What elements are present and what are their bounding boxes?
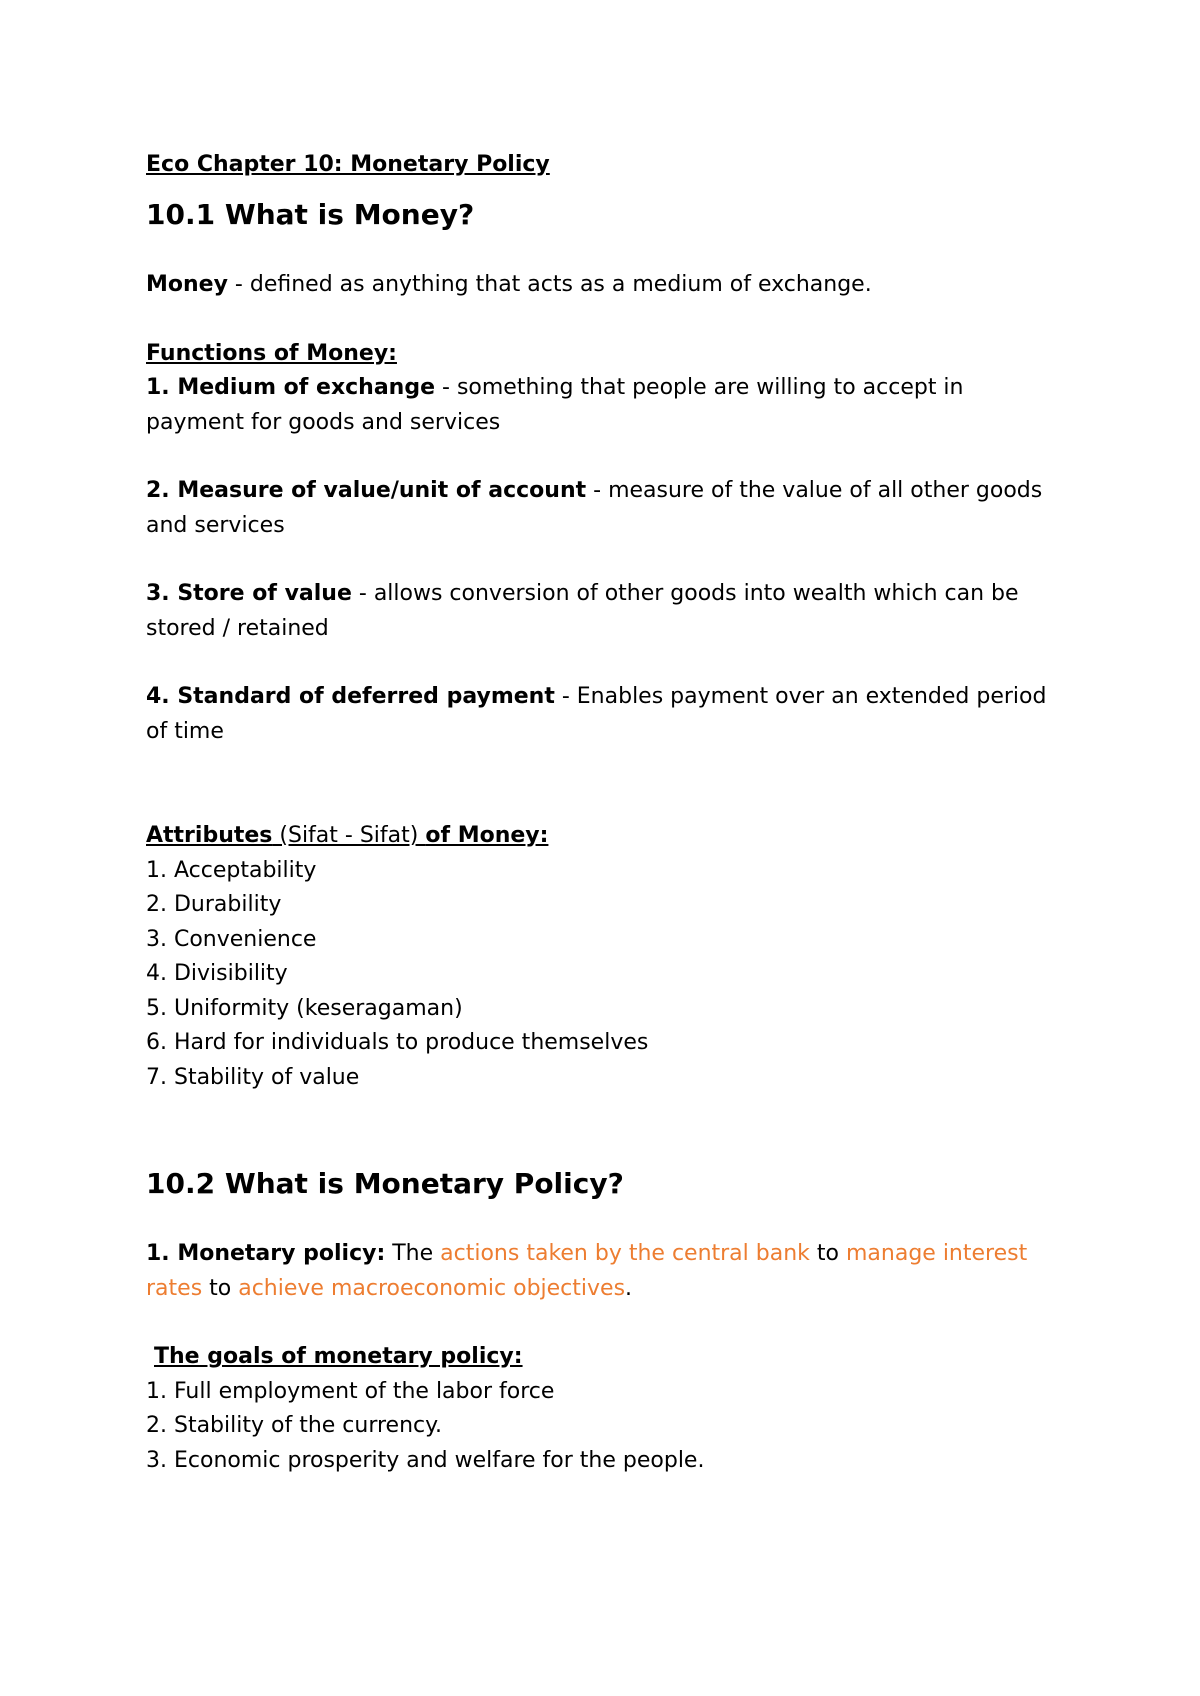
attribute-item: 6. Hard for individuals to produce themselves	[146, 1030, 649, 1055]
attribute-item: 1. Acceptability	[146, 857, 317, 883]
definition-text: to	[202, 1275, 239, 1301]
goal-item: 3. Economic prosperity and welfare for the people.	[146, 1447, 705, 1473]
goal-item: 2. Stability of the currency.	[146, 1413, 443, 1438]
highlight-text: actions taken by the central bank	[440, 1241, 810, 1266]
attribute-item: 3. Convenience	[146, 926, 317, 952]
money-term: Money	[146, 272, 228, 297]
attributes-heading	[146, 819, 1066, 854]
money-definition	[146, 268, 1066, 303]
highlight-text: achieve macroeconomic objectives	[238, 1275, 626, 1301]
function-text: - measure of the value of all other goods and services	[146, 478, 1043, 538]
document-content	[146, 148, 1066, 1478]
attributes-heading-part1: Attributes	[146, 823, 273, 848]
function-item	[146, 577, 1066, 646]
attribute-item: 2. Durability	[146, 892, 282, 917]
spacer	[146, 234, 1066, 268]
spacer	[146, 440, 1066, 474]
function-item	[146, 474, 1066, 543]
spacer	[146, 303, 1066, 337]
function-term: 4. Standard of deferred payment	[146, 684, 555, 709]
goal-item: 1. Full employment of the labor force	[146, 1378, 555, 1404]
attribute-item: 5. Uniformity (keseragaman)	[146, 995, 463, 1021]
attributes-heading-part3: of Money:	[425, 823, 549, 848]
definition-text: The	[385, 1241, 441, 1266]
spacer	[146, 1203, 1066, 1237]
spacer	[146, 749, 1066, 819]
spacer	[146, 1306, 1066, 1340]
function-term: 1. Medium of exchange	[146, 375, 436, 400]
functions-heading: Functions of Money:	[146, 340, 397, 366]
function-term: 2. Measure of value/unit of account	[146, 478, 587, 503]
attribute-item: 7. Stability of value	[146, 1064, 360, 1090]
monetary-policy-definition	[146, 1237, 1066, 1306]
spacer	[146, 646, 1066, 680]
attribute-item: 4. Divisibility	[146, 961, 288, 986]
monetary-policy-term: 1. Monetary policy:	[146, 1241, 386, 1266]
goals-heading: The goals of monetary policy:	[154, 1344, 523, 1369]
money-definition-text: - defined as anything that acts as a medium of exchange.	[227, 272, 872, 297]
section-heading-what-is-money: 10.1 What is Money?	[146, 198, 475, 231]
function-item	[146, 371, 1066, 440]
function-text: - Enables payment over an extended period of time	[146, 684, 1047, 744]
function-text: - allows conversion of other goods into wealth which can be stored / retained	[146, 581, 1019, 641]
highlight-text: manage interest rates	[146, 1241, 1028, 1301]
document-title: Eco Chapter 10: Monetary Policy	[146, 152, 550, 177]
spacer	[146, 543, 1066, 577]
attributes-heading-part2: (Sifat - Sifat)	[272, 823, 426, 848]
definition-text: to	[809, 1241, 846, 1266]
function-term: 3. Store of value	[146, 581, 352, 606]
definition-text: .	[625, 1275, 633, 1301]
function-item	[146, 680, 1066, 749]
spacer	[146, 1095, 1066, 1165]
section-heading-monetary-policy: 10.2 What is Monetary Policy?	[146, 1167, 624, 1200]
function-text: - something that people are willing to accept in payment for goods and services	[146, 375, 964, 435]
